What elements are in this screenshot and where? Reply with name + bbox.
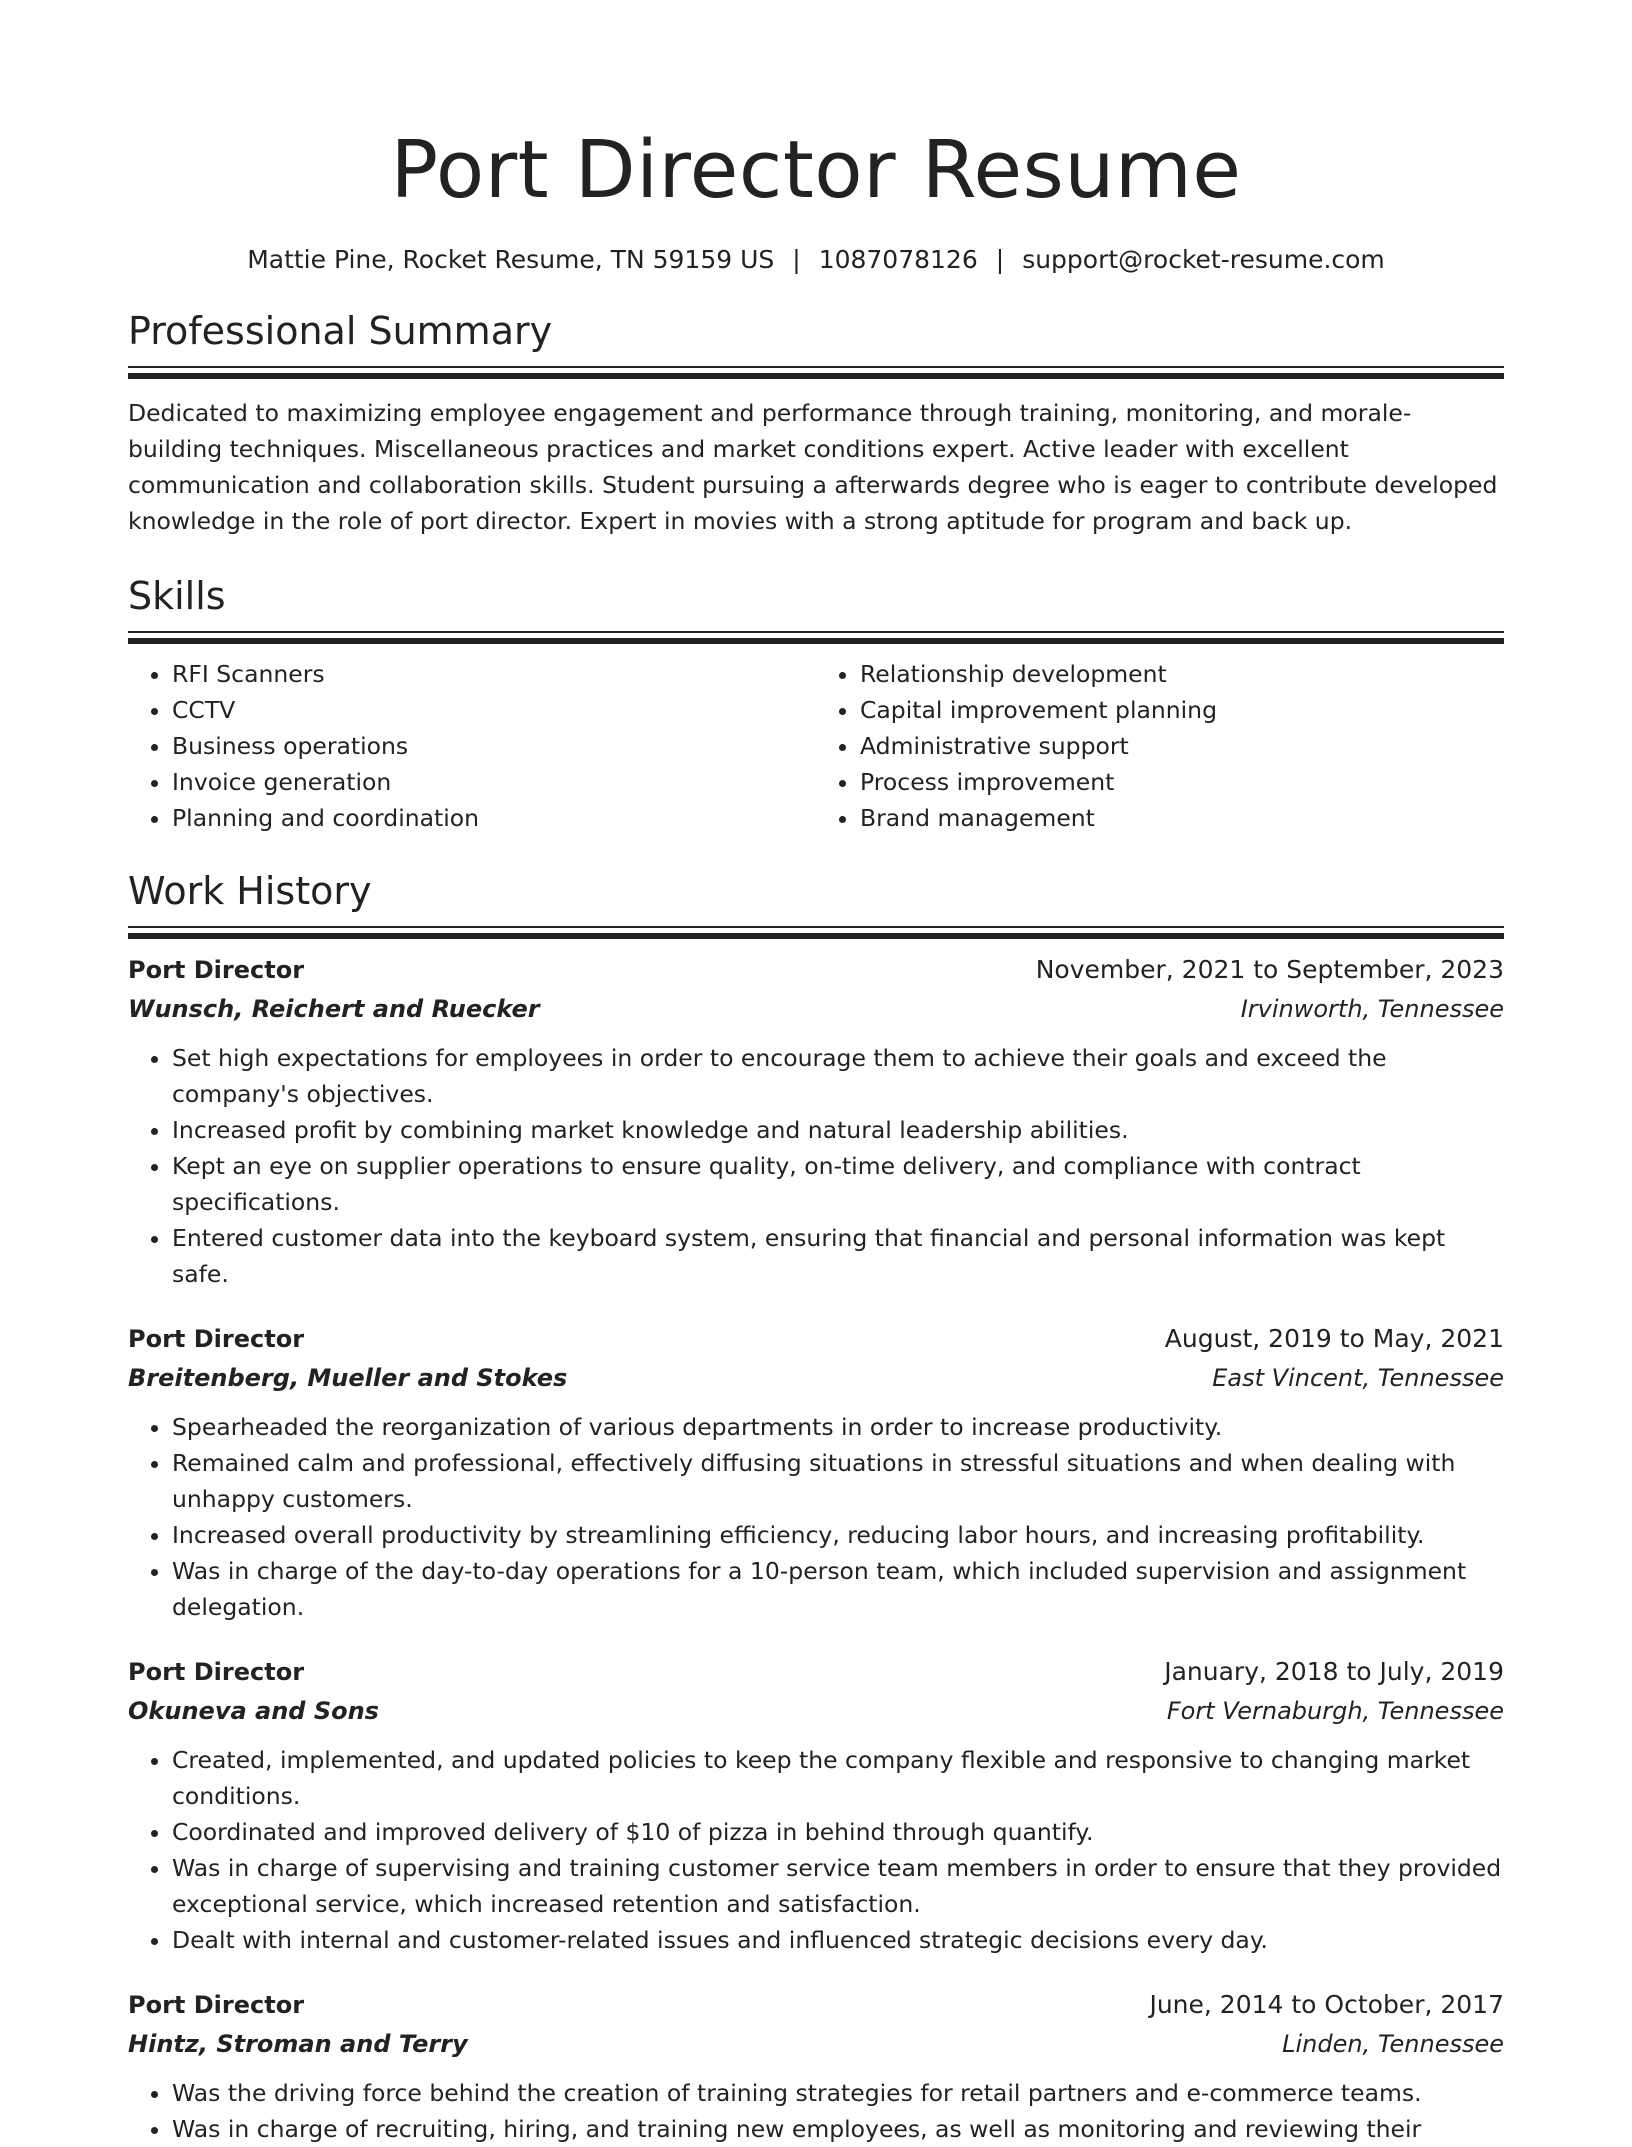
- contact-phone: 1087078126: [818, 245, 978, 274]
- job-bullet: • Spearheaded the reorganization of various departments in order to increase productivity.: [172, 1409, 1504, 1445]
- skill-item: • Business operations: [172, 728, 816, 764]
- job-bullet: • Remained calm and professional, effectively diffusing situations in stressful situations and when dealing with unhappy customers.: [172, 1445, 1504, 1517]
- job-bullet-list: [128, 1409, 1504, 1625]
- skill-item: • Process improvement: [860, 764, 1504, 800]
- job-bullet: • Was the driving force behind the creation of training strategies for retail partners and e-commerce teams.: [172, 2075, 1504, 2111]
- job-header-row: [128, 1653, 1504, 1691]
- summary-text: Dedicated to maximizing employee engagement and performance through training, monitoring, and morale-building techniques. Miscellaneous practices and market conditions expert. Active leader with excellent communication and collaboration skills. Student pursuing a afterwards degree who is eager to contribute developed knowledge in the role of port director. Expert in movies with a strong aptitude for program and back up.: [128, 399, 1498, 535]
- job-header-row: [128, 951, 1504, 989]
- job-location: Fort Vernaburgh, Tennessee: [1166, 1697, 1504, 1725]
- job-entry: [128, 1986, 1504, 2147]
- section-heading-work-history: Work History: [128, 869, 372, 913]
- professional-summary-section: [128, 308, 1504, 539]
- skill-item: • Planning and coordination: [172, 800, 816, 836]
- contact-email: support@rocket-resume.com: [1022, 245, 1385, 274]
- skills-section: [128, 573, 1504, 836]
- contact-address: Mattie Pine, Rocket Resume, TN 59159 US: [247, 245, 775, 274]
- skills-column-left: [128, 656, 816, 836]
- skill-item: • Invoice generation: [172, 764, 816, 800]
- job-bullet: • Increased overall productivity by streamlining efficiency, reducing labor hours, and increasing profitability.: [172, 1517, 1504, 1553]
- job-bullet-list: [128, 1040, 1504, 1292]
- job-company: Hintz, Stroman and Terry: [128, 2030, 468, 2058]
- job-bullet: • Increased profit by combining market knowledge and natural leadership abilities.: [172, 1112, 1504, 1148]
- job-company-row: [128, 2024, 1504, 2064]
- skill-item: • Brand management: [860, 800, 1504, 836]
- job-bullet: • Kept an eye on supplier operations to ensure quality, on-time delivery, and compliance with contract specifications.: [172, 1148, 1504, 1220]
- skill-item: • Relationship development: [860, 656, 1504, 692]
- job-company: Okuneva and Sons: [128, 1697, 379, 1725]
- job-company-row: [128, 1358, 1504, 1398]
- job-location: Linden, Tennessee: [1282, 2030, 1504, 2058]
- contact-separator: |: [995, 245, 1005, 274]
- job-header-row: [128, 1986, 1504, 2024]
- job-title: Port Director: [128, 956, 305, 984]
- resume-page: [128, 0, 1504, 2147]
- contact-separator: |: [792, 245, 801, 274]
- job-dates: November, 2021 to September, 2023: [1035, 955, 1504, 984]
- section-heading-skills: Skills: [128, 574, 226, 618]
- job-dates: January, 2018 to July, 2019: [1164, 1657, 1504, 1686]
- job-bullet: • Was in charge of the day-to-day operations for a 10-person team, which included supervision and assignment delegation.: [172, 1553, 1504, 1625]
- job-entry: [128, 1320, 1504, 1625]
- job-location: Irvinworth, Tennessee: [1240, 995, 1504, 1023]
- job-entry: [128, 1653, 1504, 1958]
- job-header-row: [128, 1320, 1504, 1358]
- section-divider: [128, 366, 1504, 368]
- job-company-row: [128, 989, 1504, 1029]
- skills-column-right: [816, 656, 1504, 836]
- skill-item: • Capital improvement planning: [860, 692, 1504, 728]
- section-divider: [128, 926, 1504, 928]
- skill-item: • CCTV: [172, 692, 816, 728]
- job-company: Wunsch, Reichert and Ruecker: [128, 995, 540, 1023]
- job-title: Port Director: [128, 1325, 305, 1353]
- job-bullet-list: [128, 1742, 1504, 1958]
- job-bullet: • Dealt with internal and customer-related issues and influenced strategic decisions every day.: [172, 1922, 1504, 1958]
- job-dates: August, 2019 to May, 2021: [1164, 1324, 1504, 1353]
- skill-item: • RFI Scanners: [172, 656, 816, 692]
- job-bullet: • Entered customer data into the keyboard system, ensuring that financial and personal information was kept safe.: [172, 1220, 1504, 1292]
- contact-line: [128, 244, 1504, 276]
- job-dates: June, 2014 to October, 2017: [1149, 1990, 1504, 2019]
- job-bullet: • Created, implemented, and updated policies to keep the company flexible and responsive to changing market conditions.: [172, 1742, 1504, 1814]
- job-location: East Vincent, Tennessee: [1212, 1364, 1504, 1392]
- job-title: Port Director: [128, 1658, 305, 1686]
- page-title: Port Director Resume: [390, 124, 1242, 216]
- job-bullet-list: [128, 2075, 1504, 2147]
- skill-item: • Administrative support: [860, 728, 1504, 764]
- job-entry: [128, 951, 1504, 1292]
- job-bullet: • Set high expectations for employees in order to encourage them to achieve their goals and exceed the company's objectives.: [172, 1040, 1504, 1112]
- section-heading-summary: Professional Summary: [128, 309, 553, 353]
- job-bullet: • Was in charge of recruiting, hiring, and training new employees, as well as monitoring and reviewing their: [172, 2111, 1504, 2147]
- job-bullet: • Was in charge of supervising and training customer service team members in order to ensure that they provided exceptional service, which increased retention and satisfaction.: [172, 1850, 1504, 1922]
- job-bullet: • Coordinated and improved delivery of $10 of pizza in behind through quantify.: [172, 1814, 1504, 1850]
- work-history-section: [128, 868, 1504, 2147]
- section-divider: [128, 631, 1504, 633]
- job-company: Breitenberg, Mueller and Stokes: [128, 1364, 568, 1392]
- job-title: Port Director: [128, 1991, 305, 2019]
- job-company-row: [128, 1691, 1504, 1731]
- skills-grid: [128, 656, 1504, 836]
